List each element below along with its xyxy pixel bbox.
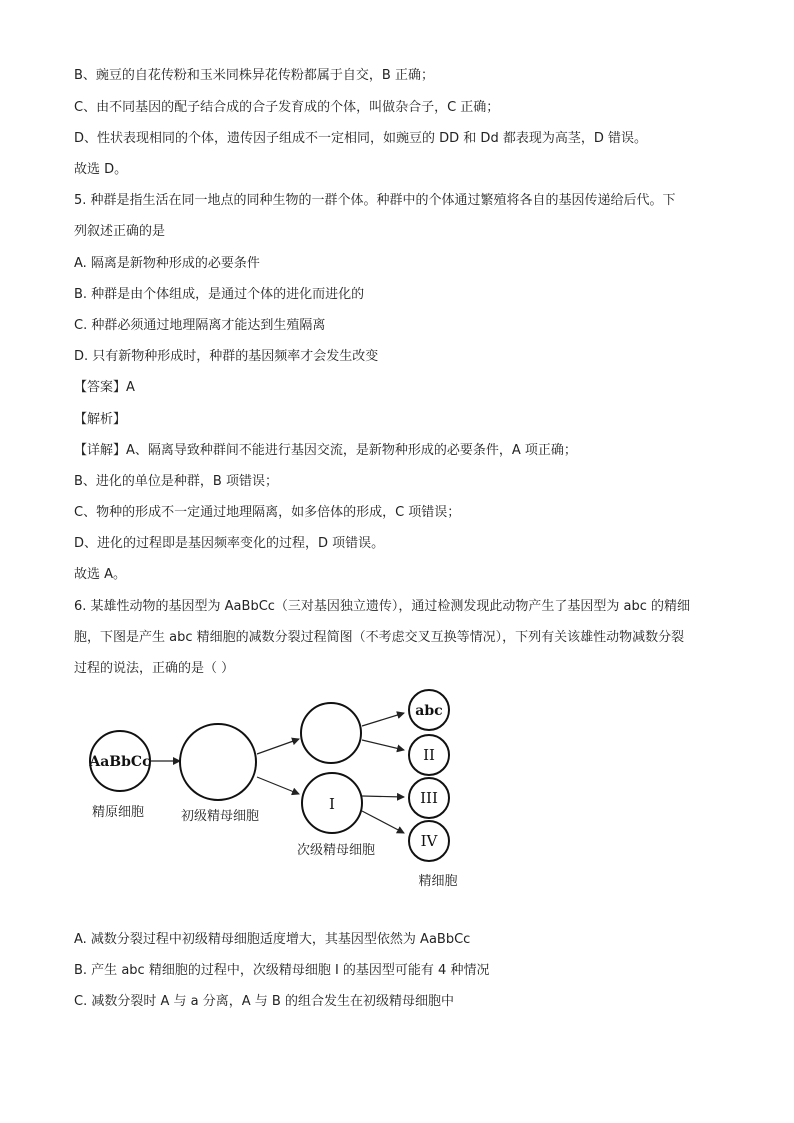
question-6-stem-line-2: 胞，下图是产生 abc 精细胞的减数分裂过程简图（不考虑交叉互换等情况），下列有关该雄性动物减数分裂 [74,630,685,645]
answer-label: 【答案】A [74,380,135,395]
question-5-stem-line-1: 5. 种群是指生活在同一地点的同种生物的一群个体。种群中的个体通过繁殖将各自的基因传递给后代。下 [74,193,676,208]
text-line-answer-d: 故选 D。 [74,162,128,177]
analysis-detail-c: C、物种的形成不一定通过地理隔离，如多倍体的形成，C 项错误； [74,505,461,520]
question-6-stem-line-1: 6. 某雄性动物的基因型为 AaBbCc（三对基因独立遗传），通过检测发现此动物产生了基因型为 abc 的精细 [74,599,691,614]
sperm-cell-III-label: III [420,789,438,807]
secondary-spermatocyte-I-label: I [329,795,335,813]
sperm-cell-abc-label: abc [415,703,443,719]
question-6-option-c: C. 减数分裂时 A 与 a 分离，A 与 B 的组合发生在初级精母细胞中 [74,994,454,1009]
secondary-spermatocyte-upper [301,703,361,763]
arrow-to-secondary-upper [257,739,299,754]
question-6-option-a: A. 减数分裂过程中初级精母细胞适度增大，其基因型依然为 AaBbCc [74,932,471,947]
question-5-option-b: B. 种群是由个体组成，是通过个体的进化而进化的 [74,287,365,302]
spermatogonium-label: 精原细胞 [91,805,145,820]
question-6-stem-line-3: 过程的说法，正确的是（ ） [74,661,235,676]
question-5-option-a: A. 隔离是新物种形成的必要条件 [74,256,260,271]
arrow-to-sperm-III [362,796,404,797]
meiosis-diagram [80,682,480,907]
text-line-c: C、由不同基因的配子结合成的合子发育成的个体，叫做杂合子，C 正确； [74,100,500,115]
analysis-detail-b: B、进化的单位是种群，B 项错误； [74,474,278,489]
primary-spermatocyte-label: 初级精母细胞 [180,809,260,824]
arrow-to-secondary-lower [257,777,299,794]
text-line-b: B、豌豆的自花传粉和玉米同株异花传粉都属于自交，B 正确； [74,68,434,83]
arrow-to-sperm-IV [362,811,404,833]
sperm-cell-label: 精细胞 [418,874,458,889]
analysis-detail-a: 【详解】A、隔离导致种群间不能进行基因交流，是新物种形成的必要条件，A 项正确； [74,443,577,458]
text-line-d: D、性状表现相同的个体，遗传因子组成不一定相同，如豌豆的 DD 和 Dd 都表现为高茎，D 错误。 [74,131,647,146]
question-5-stem-line-2: 列叙述正确的是 [74,224,166,239]
primary-spermatocyte-cell [180,724,256,800]
question-6-option-b: B. 产生 abc 精细胞的过程中，次级精母细胞 I 的基因型可能有 4 种情况 [74,963,490,978]
arrow-to-sperm-II [362,740,404,750]
spermatogonium-genotype: AaBbCc [89,754,151,770]
sperm-cell-IV-label: IV [420,832,438,850]
choose-a: 故选 A。 [74,567,127,582]
arrow-to-sperm-abc [362,713,404,726]
secondary-spermatocyte-label: 次级精母细胞 [296,843,376,858]
sperm-cell-II-label: II [423,746,435,764]
analysis-detail-d: D、进化的过程即是基因频率变化的过程，D 项错误。 [74,536,385,551]
question-5-option-c: C. 种群必须通过地理隔离才能达到生殖隔离 [74,318,326,333]
question-5-option-d: D. 只有新物种形成时，种群的基因频率才会发生改变 [74,349,379,364]
analysis-label: 【解析】 [74,412,127,427]
